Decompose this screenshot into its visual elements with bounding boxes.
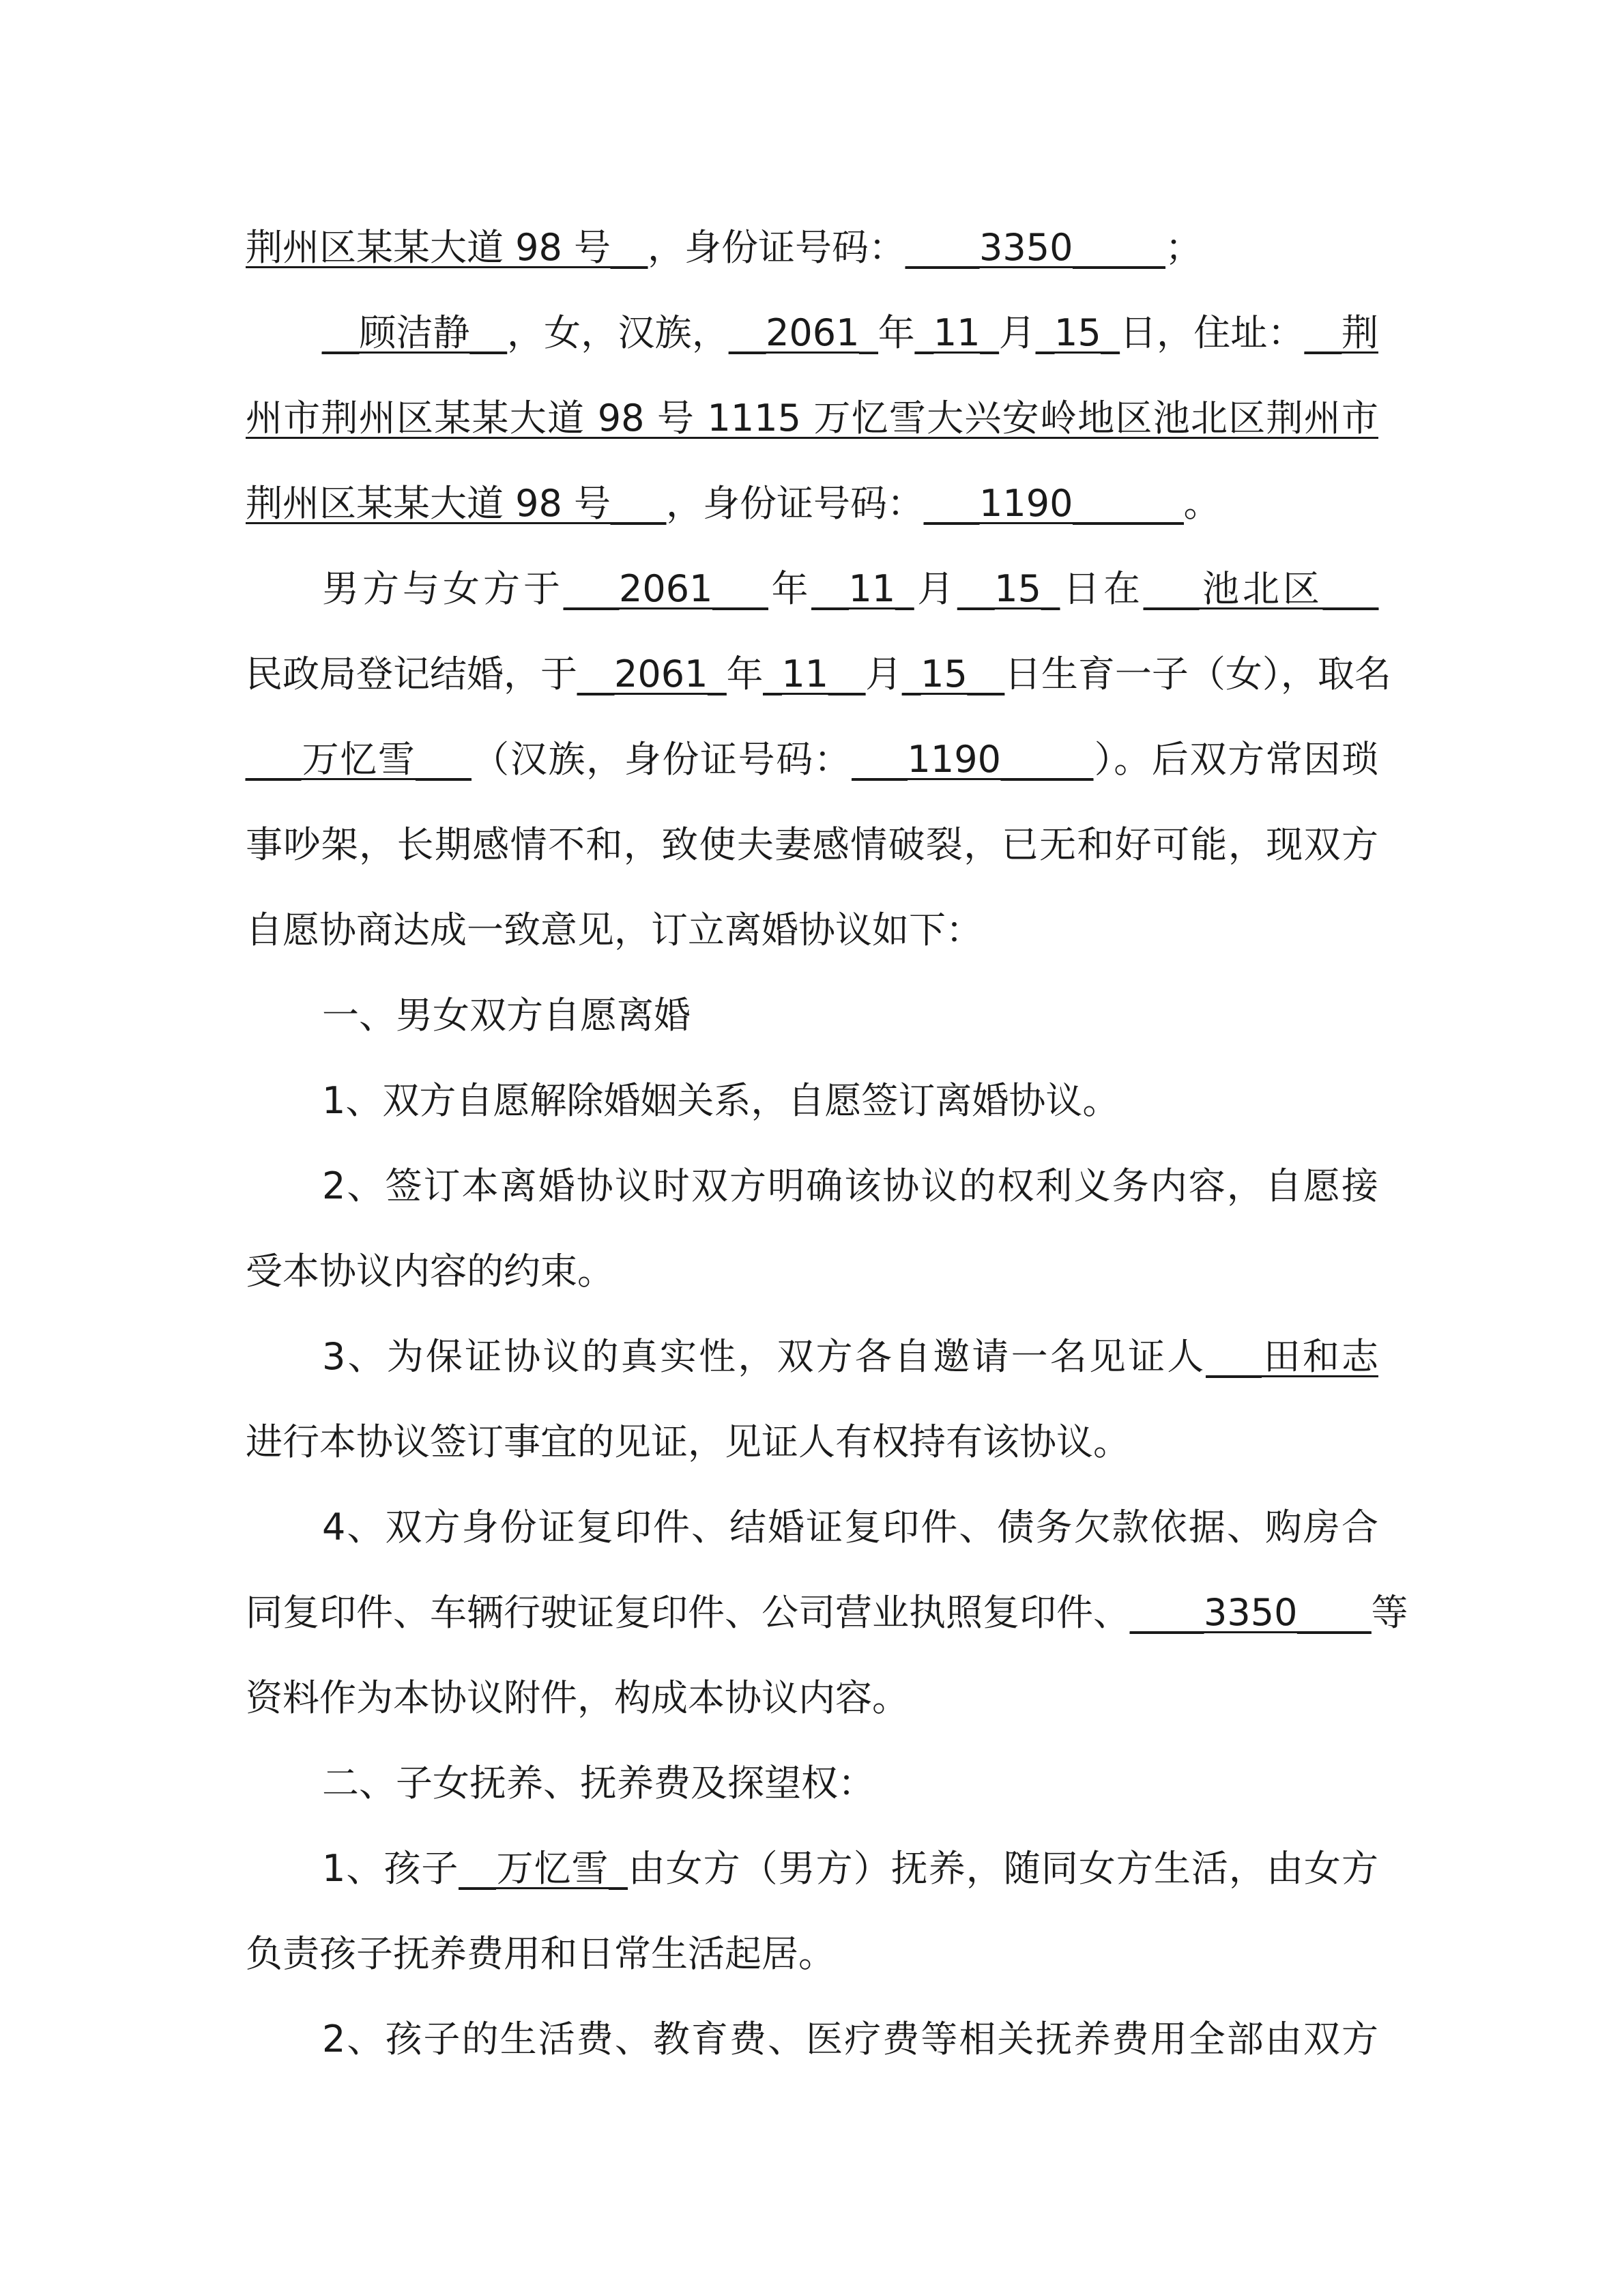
filled-blank: __万忆雪_: [459, 1847, 628, 1890]
text-line: [246, 802, 1378, 887]
text-line: [246, 546, 1378, 631]
filled-blank: __荆: [1304, 311, 1378, 354]
filled-blank: ___2061___: [564, 567, 768, 610]
text-line: [246, 1143, 1378, 1229]
filled-blank: ___万忆雪___: [246, 738, 472, 781]
text-run: 等: [1371, 1591, 1408, 1634]
text-run: 年: [726, 652, 764, 695]
text-run: 1、孩子: [322, 1847, 459, 1890]
text-run: 事吵架，长期感情不和，致使夫妻感情破裂，已无和好可能，现双方: [246, 823, 1378, 866]
filled-blank: ____3350_____: [905, 226, 1165, 269]
filled-blank: ___池北区___: [1143, 567, 1379, 610]
filled-blank: _11__: [763, 652, 866, 695]
text-line: [246, 290, 1378, 375]
filled-blank: ___1190______: [924, 482, 1184, 525]
text-run: 自愿协商达成一致意见，订立离婚协议如下：: [246, 908, 983, 951]
text-line: [246, 1655, 1378, 1740]
text-run: ，身份证号码：: [666, 482, 925, 525]
text-run: ）。后双方常因琐: [1092, 738, 1379, 781]
filled-blank: __2061: [729, 311, 860, 354]
filled-blank: __15_: [957, 567, 1060, 610]
text-line: [246, 1314, 1378, 1399]
text-run: 1、双方自愿解除婚姻关系，自愿签订离婚协议。: [322, 1079, 1120, 1122]
text-run: （汉族，身份证号码：: [471, 738, 852, 781]
text-line: [246, 631, 1391, 717]
text-run: 资料作为本协议附件，构成本协议内容。: [246, 1676, 909, 1719]
document-body: [246, 205, 1408, 2082]
filled-blank: 荆州区某某大道 98 号___: [246, 482, 667, 525]
text-run: 进行本协议签订事宜的见证，见证人有权持有该协议。: [246, 1420, 1130, 1463]
filled-blank: _15_: [1035, 311, 1120, 354]
text-line: [246, 1826, 1378, 1911]
text-run: 。: [1183, 482, 1221, 525]
text-line: [246, 1570, 1408, 1655]
text-run: 同复印件、车辆行驶证复印件、公司营业执照复印件、: [246, 1591, 1130, 1634]
text-run: 日生育一子（女），取名: [1004, 652, 1391, 695]
text-run: 年: [768, 567, 812, 610]
text-line: [246, 1911, 1378, 1996]
text-run: 日，住址：: [1119, 311, 1305, 354]
text-run: 4、双方身份证复印件、结婚证复印件、债务欠款依据、购房合: [322, 1506, 1378, 1549]
filled-blank: __顾洁静__: [322, 311, 507, 354]
text-run: 月: [998, 311, 1036, 354]
text-line: [246, 717, 1378, 802]
filled-blank: ____3350____: [1130, 1591, 1372, 1634]
text-line: [246, 205, 1378, 290]
filled-blank: ___1190_____: [852, 738, 1093, 781]
text-run: 民政局登记结婚，于: [246, 652, 577, 695]
filled-blank: __11_: [811, 567, 914, 610]
text-run: 男方与女方于: [322, 567, 564, 610]
text-run: 负责孩子抚养费用和日常生活起居。: [246, 1932, 835, 1975]
text-line: [246, 1058, 1378, 1143]
section-heading: [246, 1740, 1378, 1826]
filled-blank: _11_: [914, 311, 999, 354]
text-run: 日在: [1059, 567, 1144, 610]
text-run: 3、为保证协议的真实性，双方各自邀请一名见证人: [322, 1335, 1206, 1378]
filled-blank: 荆州区某某大道 98 号__: [246, 226, 648, 269]
filled-blank: ___田和志: [1206, 1335, 1379, 1378]
text-run: 二、子女抚养、抚养费及探望权：: [322, 1762, 875, 1805]
text-run: ；: [1165, 226, 1202, 269]
text-line: [246, 1484, 1378, 1570]
text-run: 年: [878, 311, 915, 354]
filled-blank: __2061_: [577, 652, 727, 695]
text-run: 由女方（男方）抚养，随同女方生活，由女方: [627, 1847, 1379, 1890]
filled-blank: _15__: [902, 652, 1004, 695]
text-line: [246, 1229, 1378, 1314]
text-run: ，身份证号码：: [648, 226, 906, 269]
section-heading: [246, 973, 1378, 1058]
text-line: [246, 375, 1378, 461]
text-line: [246, 1996, 1378, 2082]
text-line: [246, 887, 1378, 973]
text-run: ，女，汉族，: [506, 311, 729, 354]
text-line: [246, 461, 1378, 546]
text-run: _: [859, 311, 878, 354]
text-run: 月: [914, 567, 958, 610]
text-run: 受本协议内容的约束。: [246, 1250, 614, 1293]
text-line: [246, 1399, 1378, 1484]
filled-blank: 州市荆州区某某大道 98 号 1115 万忆雪大兴安岭地区池北区荆州市: [246, 397, 1378, 440]
text-run: 月: [865, 652, 903, 695]
text-run: 2、签订本离婚协议时双方明确该协议的权利义务内容，自愿接: [322, 1164, 1378, 1207]
text-run: 2、孩子的生活费、教育费、医疗费等相关抚养费用全部由双方: [322, 2018, 1378, 2061]
text-run: 一、男女双方自愿离婚: [322, 994, 691, 1037]
